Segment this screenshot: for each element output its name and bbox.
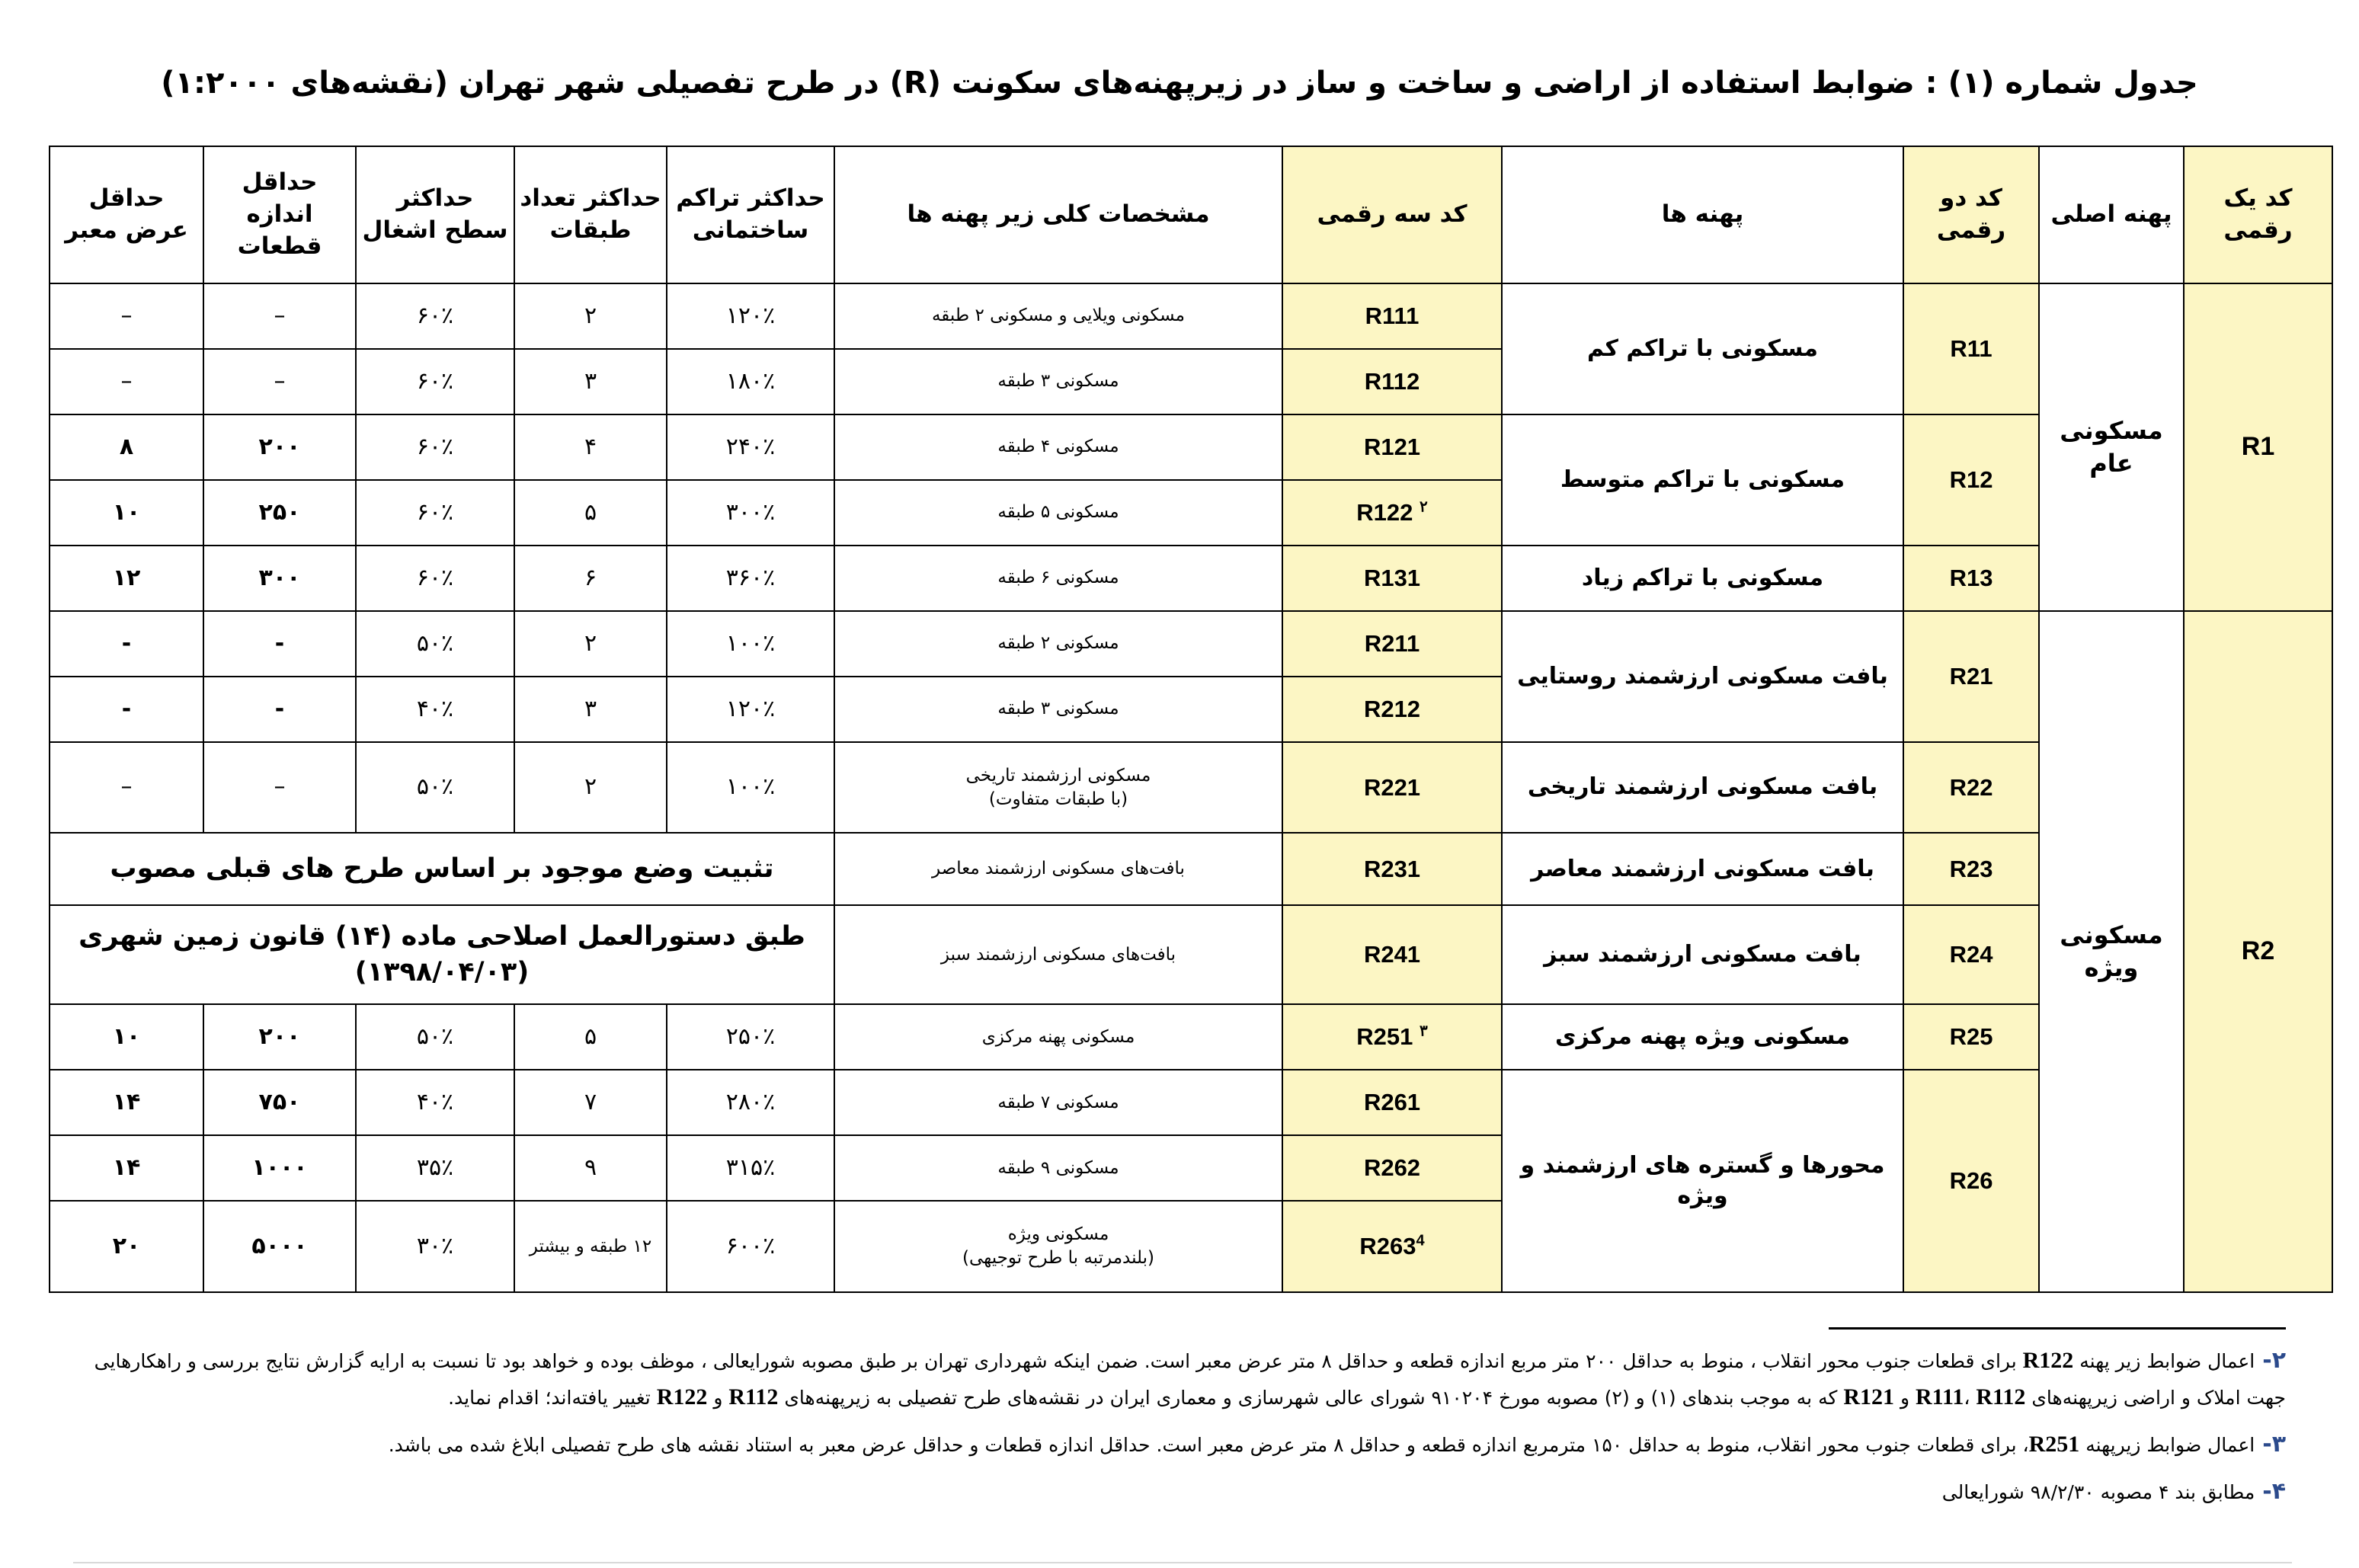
row-code — [1282, 1004, 1502, 1070]
row-density: ۱۰۰٪ — [667, 742, 834, 834]
row-code-text: R263 — [1359, 1233, 1416, 1260]
row-code: R221 — [1282, 742, 1502, 834]
row-road: - — [50, 677, 203, 742]
footnote-text: مطابق بند ۴ مصوبه ۹۸/۲/۳۰ شورایعالی — [1941, 1481, 2255, 1503]
row-density: ۱۰۰٪ — [667, 611, 834, 677]
footnote-divider — [1829, 1327, 2286, 1330]
row-code: R231 — [1282, 833, 1502, 905]
row-floors: ۷ — [514, 1070, 667, 1135]
row-lot: ۵۰۰۰ — [203, 1201, 356, 1292]
row-lot: ۲۵۰ — [203, 480, 356, 546]
row-note: تثبیت وضع موجود بر اساس طرح های قبلی مصوب — [50, 833, 834, 905]
row-code: R262 — [1282, 1135, 1502, 1201]
row-desc-line2: (با طبقات متفاوت) — [988, 789, 1128, 809]
row-desc — [834, 742, 1282, 834]
row-floors: ۵ — [514, 1004, 667, 1070]
footnote-text: تغییر یافته‌اند؛ اقدام نماید. — [448, 1387, 657, 1409]
subzone-code-r11: R11 — [1903, 283, 2039, 414]
row-lot: – — [203, 349, 356, 414]
page-bottom-divider — [73, 1562, 2292, 1563]
row-code: R121 — [1282, 414, 1502, 480]
header-density: حداکثر تراکم ساختمانی — [667, 146, 834, 283]
subzone-name-r25: مسکونی ویژه پهنه مرکزی — [1502, 1004, 1903, 1070]
row-code-text: R122 — [1356, 499, 1413, 526]
row-code-text: R251 — [1356, 1023, 1413, 1051]
row-road: ۸ — [50, 414, 203, 480]
header-main-zone: پهنه اصلی — [2039, 146, 2184, 283]
table-row — [50, 1004, 2332, 1070]
row-note-line1: طبق دستورالعمل اصلاحی ماده (۱۴) قانون زمین شهری — [78, 921, 805, 952]
footnote-text: و — [1894, 1387, 1916, 1409]
footnote-4 — [76, 1474, 2286, 1510]
footnote-code: R111 — [1915, 1384, 1964, 1410]
footnote-text: ، — [1964, 1387, 1977, 1409]
footnotes — [76, 1342, 2286, 1521]
table-row — [50, 414, 2332, 480]
footnote-text: که به موجب بندهای (۱) و (۲) مصوبه مورخ ۹۱۰۲۰۴ شورای عالی شهرسازی و معماری ایران در نقشه‌های طرح تفصیلی به زیرپهنه‌های — [778, 1387, 1844, 1409]
row-code — [1282, 1201, 1502, 1292]
table-row — [50, 833, 2332, 905]
footnote-number: ۳- — [2262, 1431, 2286, 1458]
header-code2: کد دو رقمی — [1903, 146, 2039, 283]
footnote-3 — [76, 1426, 2286, 1463]
group-zone-r2: مسکونی ویژه — [2039, 611, 2184, 1292]
row-density: ۱۲۰٪ — [667, 283, 834, 349]
row-lot: - — [203, 677, 356, 742]
row-code: R111 — [1282, 283, 1502, 349]
row-road: - — [50, 611, 203, 677]
row-road: ۱۴ — [50, 1070, 203, 1135]
subzone-name-r26: محورها و گستره های ارزشمند و ویژه — [1502, 1070, 1903, 1292]
subzone-name-r13: مسکونی با تراکم زیاد — [1502, 546, 1903, 611]
table-row — [50, 905, 2332, 1004]
subzone-code-r22: R22 — [1903, 742, 2039, 834]
row-density: ۲۵۰٪ — [667, 1004, 834, 1070]
subzone-code-r25: R25 — [1903, 1004, 2039, 1070]
row-coverage: ۶۰٪ — [356, 283, 514, 349]
subzone-name-r12: مسکونی با تراکم متوسط — [1502, 414, 1903, 546]
row-desc: مسکونی ۴ طبقه — [834, 414, 1282, 480]
row-code: R112 — [1282, 349, 1502, 414]
header-coverage: حداکثر سطح اشغال — [356, 146, 514, 283]
group-code-r2: R2 — [2184, 611, 2332, 1292]
table-row — [50, 283, 2332, 349]
subzone-code-r13: R13 — [1903, 546, 2039, 611]
row-floors: ۱۲ طبقه و بیشتر — [514, 1201, 667, 1292]
row-desc: مسکونی ۶ طبقه — [834, 546, 1282, 611]
row-coverage: ۴۰٪ — [356, 677, 514, 742]
row-desc: مسکونی ۲ طبقه — [834, 611, 1282, 677]
row-lot: – — [203, 742, 356, 834]
subzone-code-r26: R26 — [1903, 1070, 2039, 1292]
footnote-ref: ۳ — [1419, 1023, 1428, 1041]
header-code1: کد یک رقمی — [2184, 146, 2332, 283]
row-floors: ۵ — [514, 480, 667, 546]
header-road: حداقل عرض معبر — [50, 146, 203, 283]
subzone-name-r21: بافت مسکونی ارزشمند روستایی — [1502, 611, 1903, 742]
row-coverage: ۳۵٪ — [356, 1135, 514, 1201]
footnote-code: R112 — [728, 1384, 779, 1410]
row-road: ۱۰ — [50, 480, 203, 546]
row-code: R131 — [1282, 546, 1502, 611]
footnote-2 — [76, 1342, 2286, 1416]
group-zone-r1: مسکونی عام — [2039, 283, 2184, 611]
row-lot: - — [203, 611, 356, 677]
row-coverage: ۴۰٪ — [356, 1070, 514, 1135]
row-floors: ۴ — [514, 414, 667, 480]
row-code: R241 — [1282, 905, 1502, 1004]
footnote-text: اعمال ضوابط زیرپهنه — [2079, 1434, 2255, 1456]
footnote-code: R121 — [1843, 1384, 1895, 1410]
footnote-code: R112 — [1976, 1384, 2026, 1410]
row-coverage: ۳۰٪ — [356, 1201, 514, 1292]
row-lot: ۳۰۰ — [203, 546, 356, 611]
footnote-text: ، برای قطعات جنوب محور انقلاب، منوط به حداقل ۱۵۰ مترمربع اندازه قطعه و حداقل ۸ متر عرض معبر است. حداقل اندازه قطعات و حداقل عرض معبر به استناد نقشه های طرح تفصیلی ابلاغ شده می باشد. — [388, 1434, 2029, 1456]
row-coverage: ۶۰٪ — [356, 546, 514, 611]
header-row — [50, 146, 2332, 283]
row-road: ۱۲ — [50, 546, 203, 611]
row-coverage: ۵۰٪ — [356, 742, 514, 834]
header-desc: مشخصات کلی زیر پهنه ها — [834, 146, 1282, 283]
header-zones: پهنه ها — [1502, 146, 1903, 283]
row-code: R211 — [1282, 611, 1502, 677]
footnote-number: ۲- — [2262, 1347, 2286, 1374]
row-lot: ۱۰۰۰ — [203, 1135, 356, 1201]
row-lot: ۷۵۰ — [203, 1070, 356, 1135]
row-desc: مسکونی پهنه مرکزی — [834, 1004, 1282, 1070]
row-floors: ۲ — [514, 283, 667, 349]
row-desc-line1: مسکونی ویژه — [1007, 1224, 1109, 1245]
row-code — [1282, 480, 1502, 546]
row-desc: بافت‌های مسکونی ارزشمند سبز — [834, 905, 1282, 1004]
row-desc — [834, 1201, 1282, 1292]
row-desc: بافت‌های مسکونی ارزشمند معاصر — [834, 833, 1282, 905]
footnote-text: برای قطعات جنوب محور انقلاب ، منوط به حداقل ۲۰۰ متر مربع اندازه قطعه و حداقل ۸ متر عرض معبر است. ضمن اینکه شهرداری تهران بر طبق مصوبه شورایعالی ، موظف بوده و خواهد بود تا نسبت به ارایه گزارش نتایج بررسی و راهکارهایی جهت املاک و اراضی زیرپهنه‌های — [94, 1350, 2286, 1409]
row-road: – — [50, 283, 203, 349]
subzone-code-r24: R24 — [1903, 905, 2039, 1004]
zoning-table — [49, 146, 2333, 1293]
row-road: ۱۴ — [50, 1135, 203, 1201]
table-row — [50, 546, 2332, 611]
footnote-ref: ۲ — [1419, 498, 1428, 516]
subzone-code-r23: R23 — [1903, 833, 2039, 905]
row-lot: ۲۰۰ — [203, 1004, 356, 1070]
row-coverage: ۶۰٪ — [356, 480, 514, 546]
row-coverage: ۵۰٪ — [356, 611, 514, 677]
row-desc-line1: مسکونی ارزشمند تاریخی — [965, 765, 1151, 786]
row-code: R212 — [1282, 677, 1502, 742]
footnote-code: R122 — [656, 1384, 708, 1410]
footnote-code: R122 — [2022, 1348, 2074, 1373]
row-floors: ۶ — [514, 546, 667, 611]
subzone-name-r11: مسکونی با تراکم کم — [1502, 283, 1903, 414]
row-coverage: ۶۰٪ — [356, 349, 514, 414]
row-road: ۲۰ — [50, 1201, 203, 1292]
row-note-line2: (۱۳۹۸/۰۴/۰۳) — [354, 957, 530, 988]
row-floors: ۲ — [514, 742, 667, 834]
row-floors: ۳ — [514, 677, 667, 742]
subzone-code-r21: R21 — [1903, 611, 2039, 742]
row-desc: مسکونی ۷ طبقه — [834, 1070, 1282, 1135]
subzone-name-r22: بافت مسکونی ارزشمند تاریخی — [1502, 742, 1903, 834]
row-desc: مسکونی ۹ طبقه — [834, 1135, 1282, 1201]
footnote-code: R251 — [2028, 1432, 2080, 1457]
row-density: ۲۸۰٪ — [667, 1070, 834, 1135]
row-lot: – — [203, 283, 356, 349]
row-density: ۱۲۰٪ — [667, 677, 834, 742]
row-road: ۱۰ — [50, 1004, 203, 1070]
row-coverage: ۵۰٪ — [356, 1004, 514, 1070]
footnote-ref: 4 — [1416, 1232, 1425, 1250]
row-desc: مسکونی ۳ طبقه — [834, 349, 1282, 414]
row-density: ۲۴۰٪ — [667, 414, 834, 480]
row-coverage: ۶۰٪ — [356, 414, 514, 480]
row-note — [50, 905, 834, 1004]
row-density: ۳۱۵٪ — [667, 1135, 834, 1201]
table-row — [50, 611, 2332, 677]
subzone-name-r23: بافت مسکونی ارزشمند معاصر — [1502, 833, 1903, 905]
row-road: – — [50, 742, 203, 834]
header-lot: حداقل اندازه قطعات — [203, 146, 356, 283]
row-code: R261 — [1282, 1070, 1502, 1135]
subzone-code-r12: R12 — [1903, 414, 2039, 546]
row-lot: ۲۰۰ — [203, 414, 356, 480]
row-density: ۳۶۰٪ — [667, 546, 834, 611]
header-floors: حداکثر تعداد طبقات — [514, 146, 667, 283]
footnote-number: ۴- — [2262, 1478, 2286, 1505]
row-desc: مسکونی ۳ طبقه — [834, 677, 1282, 742]
row-desc: مسکونی ۵ طبقه — [834, 480, 1282, 546]
group-code-r1: R1 — [2184, 283, 2332, 611]
footnote-text: و — [707, 1387, 729, 1409]
page-title: جدول شماره (۱) : ضوابط استفاده از اراضی و ساخت و ساز در زیرپهنه‌های سکونت (R) در طرح تفصیلی شهر تهران (نقشه‌های ۱:۲۰۰۰) — [161, 66, 2198, 101]
subzone-name-r24: بافت مسکونی ارزشمند سبز — [1502, 905, 1903, 1004]
row-desc-line2: (بلندمرتبه با طرح توجیهی) — [962, 1248, 1155, 1269]
row-road: – — [50, 349, 203, 414]
table-row — [50, 1070, 2332, 1135]
row-desc: مسکونی ویلایی و مسکونی ۲ طبقه — [834, 283, 1282, 349]
row-density: ۶۰۰٪ — [667, 1201, 834, 1292]
row-floors: ۹ — [514, 1135, 667, 1201]
table-row — [50, 742, 2332, 834]
row-floors: ۲ — [514, 611, 667, 677]
row-density: ۳۰۰٪ — [667, 480, 834, 546]
footnote-text: اعمال ضوابط زیر پهنه — [2073, 1350, 2255, 1372]
header-code3: کد سه رقمی — [1282, 146, 1502, 283]
row-density: ۱۸۰٪ — [667, 349, 834, 414]
row-floors: ۳ — [514, 349, 667, 414]
